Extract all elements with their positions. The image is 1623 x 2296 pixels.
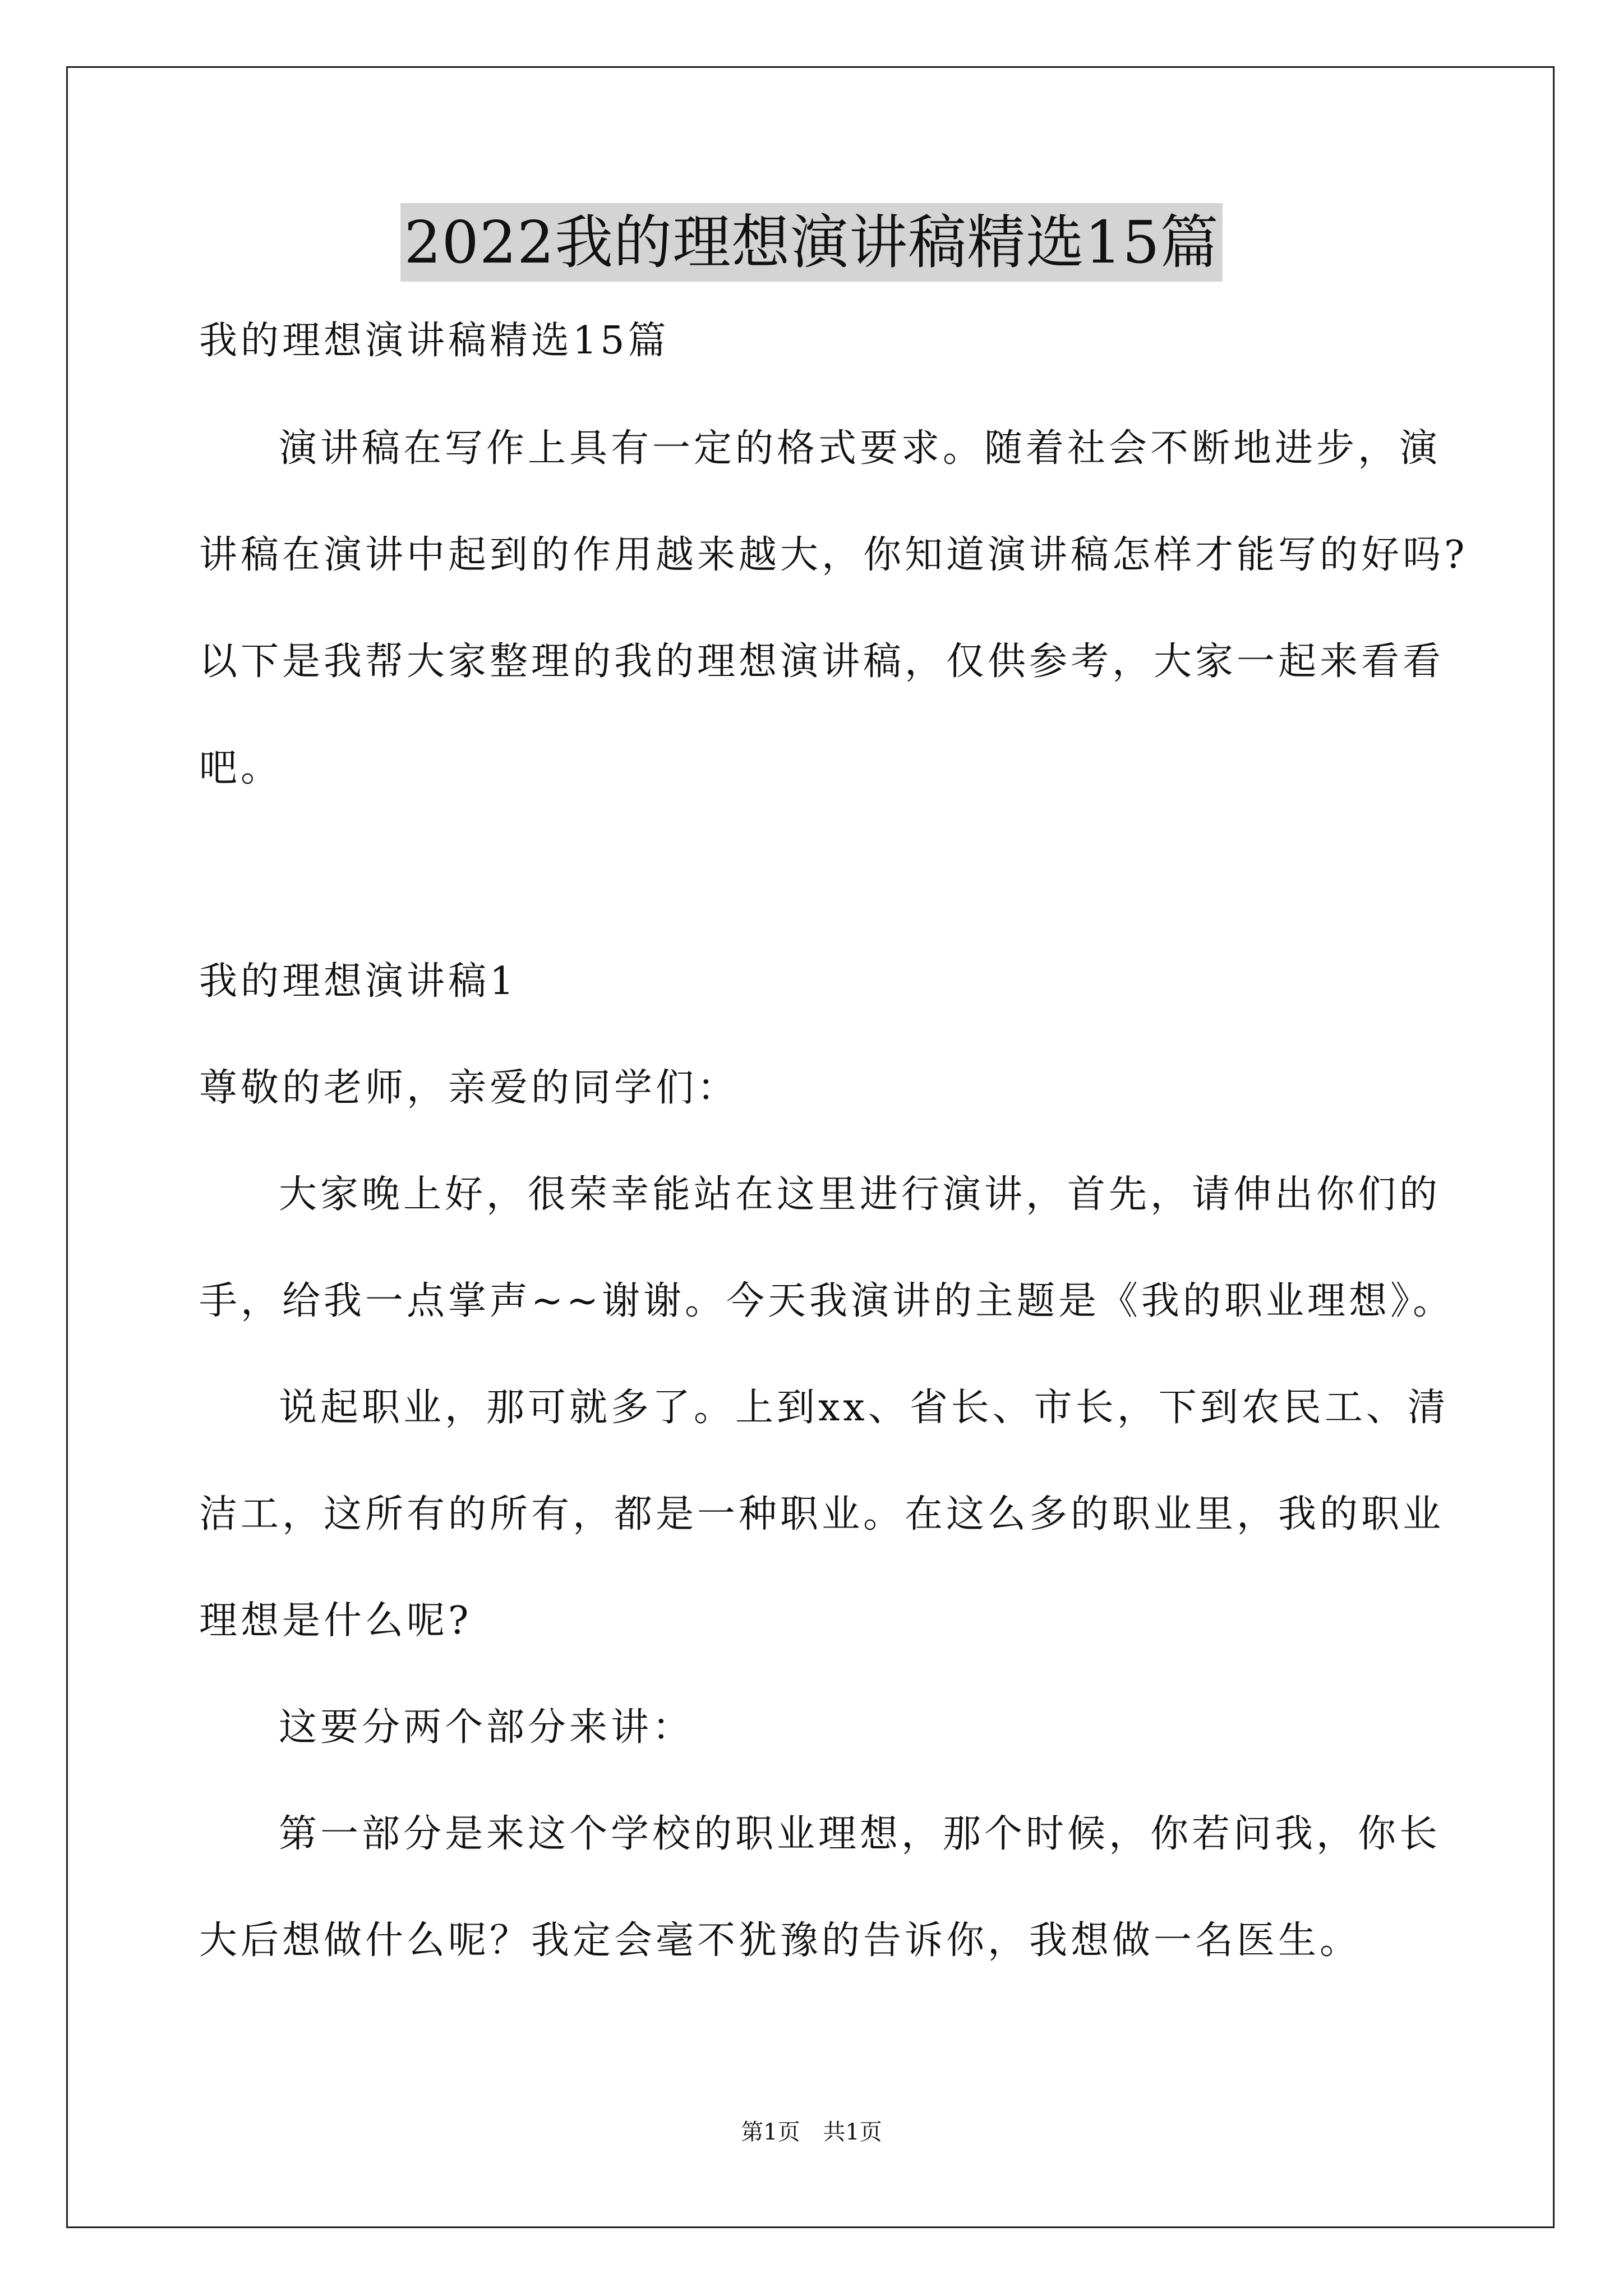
paragraph-line: 演讲稿在写作上具有一定的格式要求。随着社会不断地进步，演 [279,426,1441,471]
paragraph-line: 讲稿在演讲中起到的作用越来越大，你知道演讲稿怎样才能写的好吗? [199,533,1468,577]
section-heading: 我的理想演讲稿1 [199,959,518,1004]
paragraph-line: 以下是我帮大家整理的我的理想演讲稿，仅供参考，大家一起来看看 [199,639,1445,684]
paragraph-line: 说起职业，那可就多了。上到xx、省长、市长，下到农民工、清 [279,1386,1449,1430]
title-container [0,203,1623,282]
paragraph-line: 第一部分是来这个学校的职业理想，那个时候，你若问我，你长 [279,1812,1441,1856]
document-title: 2022我的理想演讲稿精选15篇 [400,203,1222,282]
salutation-line: 尊敬的老师，亲爱的同学们： [199,1066,739,1110]
paragraph-line: 这要分两个部分来讲： [279,1705,694,1750]
paragraph-line: 理想是什么呢? [199,1599,472,1643]
page-footer [0,2118,1623,2146]
paragraph-line: 吧。 [199,746,283,790]
page-number: 第1页 [741,2119,800,2145]
page-border [66,66,1555,2228]
page-total: 共1页 [823,2119,882,2145]
paragraph-line: 大家晚上好，很荣幸能站在这里进行演讲，首先，请伸出你们的 [279,1172,1441,1217]
paragraph-line: 手，给我一点掌声~~谢谢。今天我演讲的主题是《我的职业理想》。 [199,1279,1454,1323]
subtitle-line: 我的理想演讲稿精选15篇 [199,319,670,363]
paragraph-line: 洁工，这所有的所有，都是一种职业。在这么多的职业里，我的职业 [199,1492,1445,1536]
paragraph-line: 大后想做什么呢？我定会毫不犹豫的告诉你，我想做一名医生。 [199,1918,1362,1963]
